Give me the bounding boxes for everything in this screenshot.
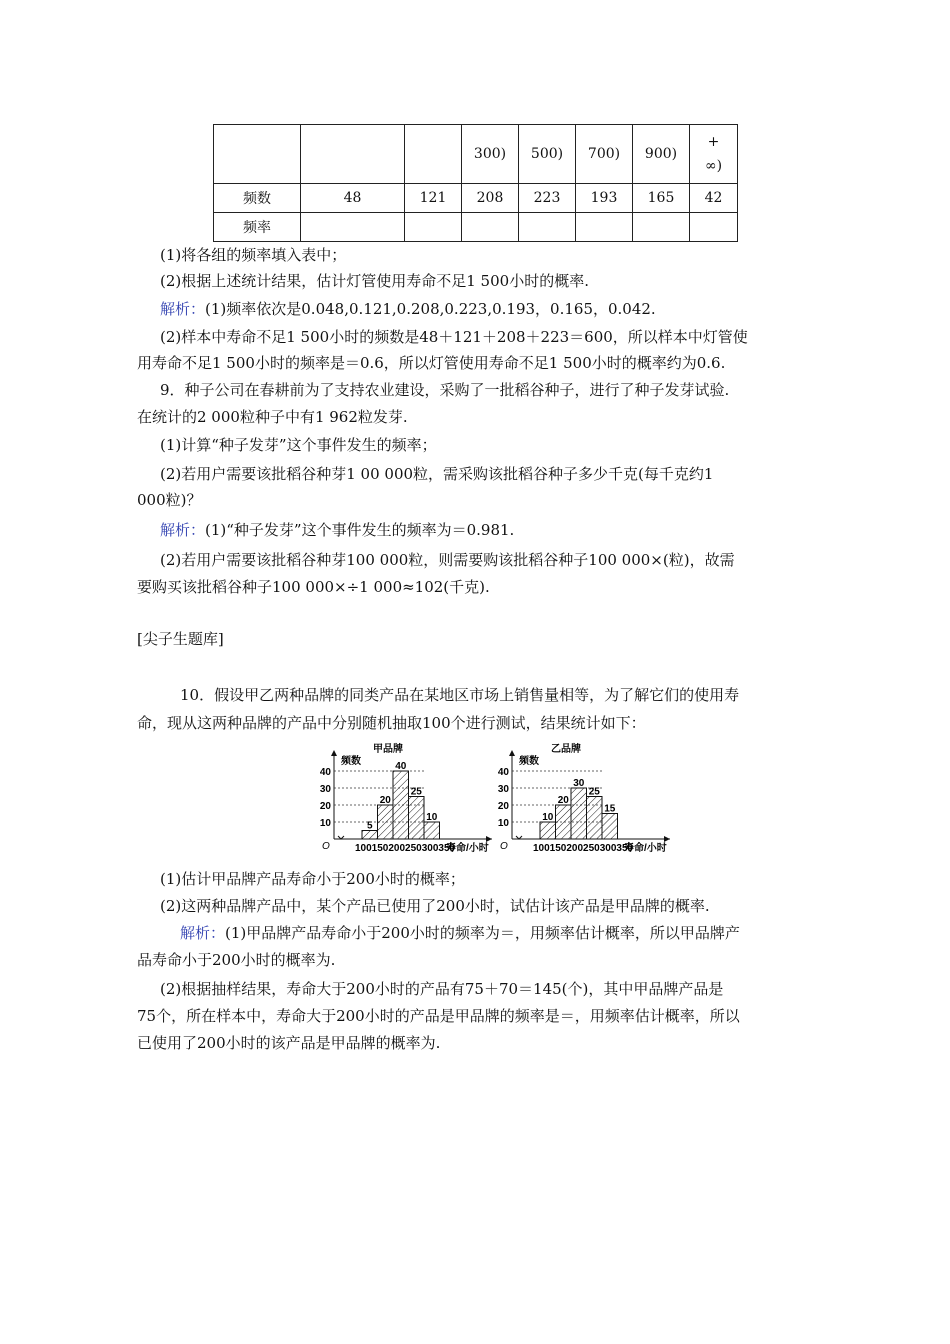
histogram-bar xyxy=(409,797,425,840)
histogram-bar xyxy=(602,814,618,840)
histogram-bar xyxy=(378,805,394,839)
y-tick-label: 20 xyxy=(319,801,331,812)
text-line: (2)样本中寿命不足1 500小时的频数是48＋121＋208＋223＝600，所以样本中灯管使 xyxy=(160,328,748,346)
text-line: (2)若用户需要该批稻谷种芽1 00 000粒，需采购该批稻谷种子多少千克(每千克约1 xyxy=(160,465,714,483)
bar-value-label: 20 xyxy=(379,795,391,806)
text-line: (2)根据抽样结果，寿命大于200小时的产品有75＋70＝145(个)，其中甲品牌产品是 xyxy=(160,980,724,998)
x-tick-labels: 100150200250300350 xyxy=(355,843,456,854)
table-cell: 700) xyxy=(576,125,633,184)
table-cell xyxy=(462,213,519,242)
text-line: 75个，所在样本中，寿命大于200小时的产品是甲品牌的频率是＝，用频率估计概率，所以 xyxy=(137,1007,740,1025)
table-cell xyxy=(633,213,690,242)
y-tick-label: 30 xyxy=(497,784,509,795)
bar-value-label: 5 xyxy=(366,820,373,832)
text-line: 000粒)？ xyxy=(137,491,202,509)
table-cell: 500) xyxy=(519,125,576,184)
row-label: 频数 xyxy=(214,184,301,213)
histogram-bar xyxy=(587,797,603,840)
bar-value-label: 10 xyxy=(426,812,438,823)
y-axis-label: 频数 xyxy=(519,756,539,767)
origin-label: O xyxy=(322,841,330,852)
text-line: 在统计的2 000粒种子中有1 962粒发芽. xyxy=(137,408,408,426)
text-line: 已使用了200小时的该产品是甲品牌的概率为. xyxy=(137,1034,441,1052)
table-cell xyxy=(405,125,462,184)
section-title: [尖子生题库] xyxy=(137,630,224,648)
text-line: (1)估计甲品牌产品寿命小于200小时的概率； xyxy=(160,870,465,888)
text-line: (1)频率依次是0.048,0.121,0.208,0.223,0.193，0.165，0.042. xyxy=(205,300,656,318)
y-tick-label: 40 xyxy=(497,767,509,778)
histogram-bar xyxy=(540,822,556,839)
solution-line xyxy=(160,519,514,541)
x-tick-labels: 100150200250300350 xyxy=(533,843,634,854)
solution-line xyxy=(160,298,656,320)
histogram-bar xyxy=(362,831,378,840)
x-axis-label: 寿命/小时 xyxy=(446,843,489,854)
jiexi-label: 解析： xyxy=(160,521,206,539)
y-tick-label: 30 xyxy=(319,784,331,795)
text-line: 命，现从这两种品牌的产品中分别随机抽取100个进行测试，结果统计如下： xyxy=(137,714,646,732)
text-line: (2)若用户需要该批稻谷种芽100 000粒，则需要购该批稻谷种子100 000×(粒)，故需 xyxy=(160,551,735,569)
solution-line xyxy=(180,922,740,944)
jiexi-label: 解析： xyxy=(160,300,206,318)
table-cell xyxy=(301,125,405,184)
chart-yi xyxy=(498,742,670,854)
y-axis-arrow xyxy=(331,750,337,756)
text-line: 用寿命不足1 500小时的频率是＝0.6，所以灯管使用寿命不足1 500小时的概率约为0.6. xyxy=(137,354,726,372)
bar-value-label: 10 xyxy=(542,812,554,823)
y-tick-label: 10 xyxy=(497,818,509,829)
y-tick-label: 20 xyxy=(497,801,509,812)
text-line: (2)根据上述统计结果，估计灯管使用寿命不足1 500小时的概率. xyxy=(160,272,589,290)
table-cell: 121 xyxy=(405,184,462,213)
histogram-bar xyxy=(571,788,587,839)
table-row xyxy=(214,184,738,213)
text-line: 品寿命小于200小时的概率为. xyxy=(137,951,336,969)
table-cell: 300) xyxy=(462,125,519,184)
text-line: (1)“种子发芽”这个事件发生的频率为＝0.981. xyxy=(205,521,515,539)
question-10: 10．假设甲乙两种品牌的同类产品在某地区市场上销售量相等，为了解它们的使用寿 xyxy=(180,686,740,704)
table-cell: 193 xyxy=(576,184,633,213)
row-label: 频率 xyxy=(214,213,301,242)
frequency-table xyxy=(213,124,738,242)
table-cell xyxy=(214,125,301,184)
histogram-bar xyxy=(556,805,572,839)
jiexi-label: 解析： xyxy=(180,924,226,942)
bar-value-label: 25 xyxy=(410,786,422,798)
table-cell xyxy=(690,213,738,242)
text-line: (1)计算“种子发芽”这个事件发生的频率； xyxy=(160,436,437,454)
text-line: 要购买该批稻谷种子100 000×÷1 000≈102(千克). xyxy=(137,578,490,596)
table-cell: 223 xyxy=(519,184,576,213)
y-axis-arrow xyxy=(509,750,515,756)
y-tick-label: 10 xyxy=(319,818,331,829)
table-cell: 42 xyxy=(690,184,738,213)
text-line: (2)这两种品牌产品中，某个产品已使用了200小时，试估计该产品是甲品牌的概率. xyxy=(160,897,710,915)
chart-title: 甲品牌 xyxy=(373,744,403,755)
x-axis-arrow xyxy=(664,836,670,842)
histogram-bar xyxy=(424,822,440,839)
chart-jia xyxy=(320,742,492,854)
bar-value-label: 20 xyxy=(557,795,569,806)
table-cell: 48 xyxy=(301,184,405,213)
table-cell xyxy=(576,213,633,242)
table-cell: 208 xyxy=(462,184,519,213)
text-line: (1)将各组的频率填入表中； xyxy=(160,246,347,264)
question-9: 9．种子公司在春耕前为了支持农业建设，采购了一批稻谷种子，进行了种子发芽试验. xyxy=(160,381,730,399)
origin-label: O xyxy=(500,841,508,852)
chart-title: 乙品牌 xyxy=(551,744,581,755)
table-row xyxy=(214,213,738,242)
table-cell: + ∞) xyxy=(690,125,738,184)
histogram-bar xyxy=(393,771,409,839)
x-axis-arrow xyxy=(486,836,492,842)
table-cell: 900) xyxy=(633,125,690,184)
table-cell xyxy=(405,213,462,242)
bar-value-label: 15 xyxy=(604,803,616,815)
x-axis-label: 寿命/小时 xyxy=(624,843,667,854)
text-line: (1)甲品牌产品寿命小于200小时的频率为＝，用频率估计概率，所以甲品牌产 xyxy=(225,924,740,942)
y-tick-label: 40 xyxy=(319,767,331,778)
table-cell: 165 xyxy=(633,184,690,213)
bar-value-label: 40 xyxy=(395,761,407,772)
bar-value-label: 25 xyxy=(588,786,600,798)
y-axis-label: 频数 xyxy=(341,756,361,767)
table-cell xyxy=(301,213,405,242)
bar-value-label: 30 xyxy=(573,778,585,789)
table-header-row xyxy=(214,125,738,184)
histogram-figure xyxy=(300,738,690,860)
table-cell xyxy=(519,213,576,242)
